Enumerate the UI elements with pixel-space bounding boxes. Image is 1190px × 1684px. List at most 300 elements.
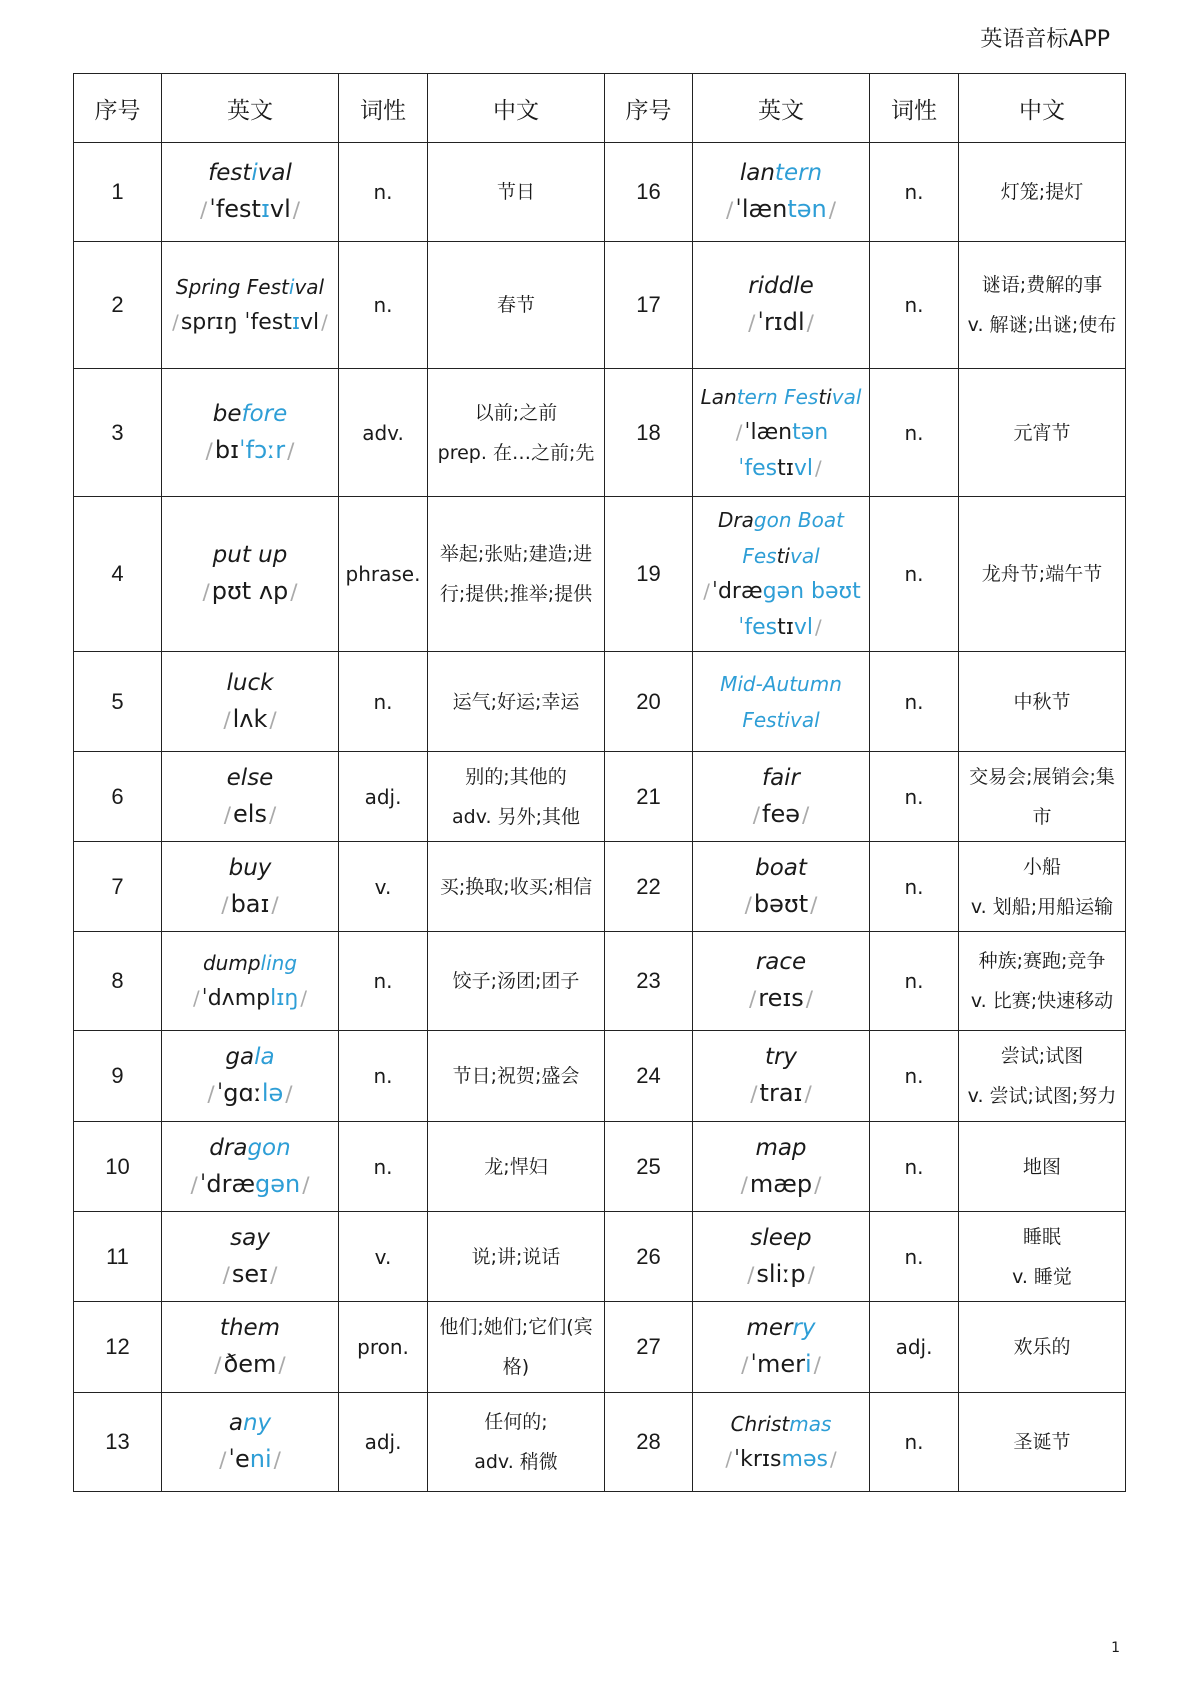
text-segment: fair — [761, 764, 801, 791]
entry-phonetic — [697, 1442, 865, 1478]
entry-word — [697, 379, 865, 415]
text-segment: ti — [776, 544, 790, 568]
slash-mark: / — [273, 1448, 281, 1473]
slash-mark: / — [814, 1172, 822, 1198]
table-header-row — [74, 74, 1126, 143]
chinese-line: v. 划船;用船运输 — [970, 895, 1114, 918]
slash-mark: / — [268, 802, 277, 828]
entry-phonetic — [166, 1075, 334, 1113]
header-cell: 序号 — [74, 74, 162, 143]
text-segment: buy — [228, 854, 272, 881]
entry-phonetic — [697, 1346, 865, 1384]
text-segment: ˈdræ — [199, 1169, 256, 1198]
chinese-line: 买;换取;收买;相信 — [439, 875, 593, 898]
entry-english — [162, 932, 339, 1031]
text-segment: ˈkrɪs — [734, 1447, 782, 1472]
slash-mark: / — [302, 1172, 310, 1198]
slash-mark: / — [285, 1082, 293, 1107]
text-segment: else — [226, 764, 274, 791]
entry-part-of-speech: n. — [339, 1031, 428, 1122]
slash-mark: / — [172, 311, 179, 334]
entry-word — [166, 850, 334, 886]
text-segment: ˈmer — [750, 1350, 805, 1378]
slash-mark: / — [725, 1448, 733, 1471]
text-segment: seɪ — [231, 1259, 269, 1288]
entry-part-of-speech: n. — [870, 932, 959, 1031]
table-row — [74, 1302, 1126, 1393]
chinese-line: 饺子;汤团;团子 — [452, 970, 580, 992]
entry-number: 22 — [605, 842, 693, 932]
highlight-segment: i — [804, 1350, 812, 1378]
entry-english — [162, 1122, 339, 1212]
entry-word — [166, 1405, 334, 1441]
table-row — [74, 652, 1126, 752]
text-segment: ˈdʌmp — [201, 986, 271, 1011]
chinese-line: 节日 — [496, 181, 535, 203]
entry-phonetic — [166, 432, 334, 470]
entry-word — [166, 1310, 334, 1346]
text-segment: lʌk — [232, 704, 268, 733]
slash-mark: / — [269, 707, 277, 733]
chinese-line: 他们;她们;它们(宾格) — [439, 1316, 593, 1378]
text-segment: ˈgɑː — [216, 1079, 262, 1107]
entry-number: 5 — [74, 652, 162, 752]
chinese-line: v. 比赛;快速移动 — [970, 990, 1114, 1012]
entry-word — [697, 666, 865, 738]
highlight-segment: vl — [793, 615, 814, 640]
entry-number: 4 — [74, 497, 162, 652]
entry-phonetic — [697, 980, 865, 1018]
entry-english — [162, 242, 339, 369]
entry-chinese — [959, 369, 1126, 497]
entry-number: 7 — [74, 842, 162, 932]
highlight-segment: tən ˈfes — [738, 419, 829, 481]
entry-phonetic — [697, 304, 865, 342]
entry-english — [693, 369, 870, 497]
entry-number: 28 — [605, 1393, 693, 1492]
entry-number: 12 — [74, 1302, 162, 1393]
slash-mark: / — [752, 802, 760, 828]
entry-part-of-speech: n. — [339, 652, 428, 752]
slash-mark: / — [807, 1262, 815, 1288]
entry-part-of-speech: n. — [870, 369, 959, 497]
entry-number: 8 — [74, 932, 162, 1031]
chinese-line: 举起;张贴;建造;进行;提供;推举;提供 — [439, 543, 593, 605]
text-segment: try — [764, 1044, 798, 1070]
entry-chinese — [959, 842, 1126, 932]
chinese-line: 运气;好运;幸运 — [452, 690, 580, 713]
highlight-segment: i — [288, 275, 295, 299]
slash-mark: / — [223, 707, 231, 733]
entry-word — [697, 1310, 865, 1346]
entry-english — [162, 497, 339, 652]
entry-english — [162, 1302, 339, 1393]
slash-mark: / — [271, 892, 279, 918]
highlight-segment: ling — [260, 951, 298, 975]
entry-part-of-speech: n. — [870, 497, 959, 652]
chinese-line: 尝试;试图 — [1000, 1045, 1084, 1067]
slash-mark: / — [214, 1353, 222, 1378]
entry-english — [693, 1031, 870, 1122]
entry-word — [697, 1039, 865, 1075]
entry-english — [162, 1393, 339, 1492]
entry-part-of-speech: n. — [870, 1031, 959, 1122]
table-row — [74, 1122, 1126, 1212]
text-segment: mer — [746, 1315, 793, 1341]
text-segment: ˈlæn — [744, 419, 793, 445]
text-segment: bəʊt — [753, 889, 809, 918]
table-row — [74, 143, 1126, 242]
entry-english — [693, 143, 870, 242]
chinese-line: 谜语;费解的事 — [981, 274, 1103, 296]
slash-mark: / — [735, 420, 743, 444]
entry-number: 10 — [74, 1122, 162, 1212]
entry-english — [693, 752, 870, 842]
entry-part-of-speech: adv. — [339, 369, 428, 497]
highlight-segment: lɪŋ — [270, 986, 299, 1011]
entry-chinese — [428, 1031, 605, 1122]
entry-number: 21 — [605, 752, 693, 842]
entry-chinese — [428, 932, 605, 1031]
table-row — [74, 242, 1126, 369]
chinese-line: 睡眠 — [1022, 1225, 1061, 1248]
entry-number: 27 — [605, 1302, 693, 1393]
entry-chinese — [959, 1031, 1126, 1122]
text-segment: say — [230, 1224, 270, 1251]
highlight-segment: gən bəʊt ˈfes — [738, 579, 861, 640]
entry-english — [693, 242, 870, 369]
highlight-segment: lə — [261, 1079, 284, 1107]
chinese-line: 以前;之前 — [474, 401, 558, 424]
text-segment: tɪ — [777, 455, 794, 481]
entry-phonetic — [166, 1256, 334, 1294]
highlight-segment: la — [254, 1044, 275, 1070]
header-cell: 序号 — [605, 74, 693, 143]
entry-english — [693, 497, 870, 652]
entry-phonetic — [166, 573, 334, 611]
entry-word — [166, 396, 334, 432]
text-segment: fest — [208, 160, 252, 186]
entry-part-of-speech: n. — [870, 1212, 959, 1302]
slash-mark: / — [222, 1262, 230, 1288]
text-segment: ˈfest — [209, 195, 261, 223]
header-cell: 中文 — [959, 74, 1126, 143]
text-segment: val — [257, 160, 292, 186]
slash-mark: / — [828, 198, 836, 223]
text-segment: ˈe — [228, 1445, 250, 1473]
text-segment: ga — [225, 1044, 255, 1070]
text-segment: race — [755, 949, 807, 975]
highlight-segment: məs — [781, 1447, 828, 1472]
text-segment: sliːp — [756, 1259, 806, 1288]
text-segment: boat — [755, 854, 807, 881]
text-segment: ti — [818, 384, 832, 409]
entry-part-of-speech: pron. — [339, 1302, 428, 1393]
text-segment: mæp — [749, 1169, 813, 1198]
slash-mark: / — [219, 1448, 227, 1473]
entry-chinese — [428, 242, 605, 369]
entry-part-of-speech: adj. — [870, 1302, 959, 1393]
entry-number: 3 — [74, 369, 162, 497]
entry-phonetic — [697, 1075, 865, 1113]
highlight-segment: Mid-Autumn Festival — [720, 671, 842, 732]
entry-word — [166, 269, 334, 305]
text-segment: ðem — [223, 1350, 277, 1378]
vocabulary-table — [73, 73, 1126, 1492]
highlight-segment: ɪ — [260, 195, 270, 223]
chinese-line: adv. 稍微 — [474, 1451, 558, 1473]
text-segment: lan — [739, 160, 775, 186]
entry-chinese — [959, 752, 1126, 842]
entry-number: 18 — [605, 369, 693, 497]
entry-part-of-speech: n. — [870, 143, 959, 242]
entry-phonetic — [697, 796, 865, 834]
entry-phonetic — [166, 796, 334, 834]
entry-part-of-speech: n. — [339, 242, 428, 369]
text-segment: dump — [202, 951, 261, 975]
entry-chinese — [959, 1393, 1126, 1492]
entry-part-of-speech: adj. — [339, 752, 428, 842]
slash-mark: / — [703, 580, 710, 603]
chinese-line: 圣诞节 — [1013, 1431, 1071, 1453]
entry-phonetic — [697, 886, 865, 924]
slash-mark: / — [801, 802, 810, 828]
slash-mark: / — [813, 1353, 821, 1378]
entry-phonetic — [697, 1256, 865, 1294]
entry-chinese — [428, 652, 605, 752]
slash-mark: / — [202, 580, 210, 605]
text-segment: them — [219, 1315, 281, 1341]
entry-chinese — [959, 652, 1126, 752]
entry-english — [693, 842, 870, 932]
text-segment: vl — [300, 310, 320, 335]
text-segment: baɪ — [230, 889, 270, 918]
text-segment: Christ — [730, 1412, 790, 1436]
entry-part-of-speech: n. — [870, 652, 959, 752]
entry-number: 25 — [605, 1122, 693, 1212]
slash-mark: / — [748, 987, 757, 1012]
entry-word — [166, 537, 334, 573]
entry-chinese — [428, 369, 605, 497]
table-row — [74, 842, 1126, 932]
entry-number: 9 — [74, 1031, 162, 1122]
entry-chinese — [428, 1212, 605, 1302]
header-cell: 词性 — [339, 74, 428, 143]
highlight-segment: tern — [774, 160, 823, 186]
entry-number: 20 — [605, 652, 693, 752]
chinese-line: 说;讲;说话 — [471, 1245, 561, 1268]
entry-word — [697, 1220, 865, 1256]
slash-mark: / — [741, 1353, 749, 1378]
chinese-line: 交易会;展销会;集市 — [969, 765, 1115, 828]
entry-chinese — [428, 752, 605, 842]
text-segment: tɪ — [777, 615, 794, 640]
chinese-line: 元宵节 — [1013, 421, 1071, 444]
highlight-segment: ni — [249, 1445, 272, 1473]
entry-number: 16 — [605, 143, 693, 242]
slash-mark: / — [726, 198, 734, 223]
text-segment: els — [233, 799, 267, 828]
entry-word — [697, 502, 865, 574]
header-cell: 中文 — [428, 74, 605, 143]
entry-number: 13 — [74, 1393, 162, 1492]
table-row — [74, 932, 1126, 1031]
entry-chinese — [428, 497, 605, 652]
text-segment: traɪ — [759, 1079, 803, 1107]
slash-mark: / — [804, 1082, 812, 1107]
entry-chinese — [959, 932, 1126, 1031]
table-row — [74, 1031, 1126, 1122]
highlight-segment: gon — [247, 1134, 291, 1161]
entry-part-of-speech: n. — [870, 1122, 959, 1212]
chinese-line: prep. 在…之前;先 — [437, 441, 595, 464]
entry-english — [693, 1302, 870, 1393]
highlight-segment: ˈfɔːr — [238, 435, 286, 464]
text-segment: ˈdræ — [711, 579, 763, 604]
entry-english — [162, 842, 339, 932]
entry-phonetic — [166, 1346, 334, 1384]
entry-english — [693, 1212, 870, 1302]
text-segment: val — [294, 275, 325, 299]
chinese-line: v. 解谜;出谜;使布 — [967, 314, 1117, 336]
chinese-line: 龙舟节;端午节 — [981, 563, 1103, 585]
slash-mark: / — [207, 1082, 215, 1107]
slash-mark: / — [805, 987, 814, 1012]
entry-word — [166, 1039, 334, 1075]
entry-english — [162, 369, 339, 497]
entry-part-of-speech: n. — [339, 1122, 428, 1212]
entry-chinese — [959, 1302, 1126, 1393]
slash-mark: / — [199, 198, 208, 223]
header-cell: 英文 — [162, 74, 339, 143]
entry-word — [697, 944, 865, 980]
chinese-line: v. 尝试;试图;努力 — [967, 1085, 1117, 1107]
slash-mark: / — [740, 1172, 748, 1198]
entry-number: 23 — [605, 932, 693, 1031]
entry-part-of-speech: v. — [339, 1212, 428, 1302]
text-segment: Dra — [718, 508, 754, 532]
text-segment: pʊt ʌp — [211, 577, 289, 605]
entry-english — [162, 1212, 339, 1302]
entry-word — [697, 1130, 865, 1166]
slash-mark: / — [750, 1082, 758, 1107]
entry-chinese — [959, 1122, 1126, 1212]
highlight-segment: fore — [241, 400, 288, 427]
slash-mark: / — [815, 616, 822, 639]
entry-word — [166, 945, 334, 981]
entry-word — [697, 760, 865, 796]
text-segment: map — [755, 1134, 807, 1161]
text-segment: ˈrɪdl — [757, 308, 805, 336]
slash-mark: / — [290, 580, 298, 605]
chinese-line: 种族;赛跑;竞争 — [978, 950, 1106, 972]
entry-english — [693, 1122, 870, 1212]
text-segment: vl — [269, 195, 291, 223]
entry-chinese — [959, 1212, 1126, 1302]
entry-phonetic — [166, 305, 334, 341]
text-segment: ˈlæn — [735, 195, 788, 223]
entry-number: 24 — [605, 1031, 693, 1122]
highlight-segment: ry — [792, 1315, 816, 1341]
text-segment: sleep — [750, 1224, 812, 1251]
entry-part-of-speech: n. — [870, 1393, 959, 1492]
chinese-line: 灯笼;提灯 — [1000, 181, 1084, 203]
entry-number: 1 — [74, 143, 162, 242]
entry-word — [166, 155, 334, 191]
text-segment: Lan — [700, 384, 737, 409]
entry-number: 2 — [74, 242, 162, 369]
text-segment: luck — [226, 669, 274, 696]
text-segment: put up — [212, 542, 288, 568]
entry-word — [166, 1220, 334, 1256]
text-segment: dra — [209, 1134, 248, 1161]
highlight-segment: gən — [255, 1169, 301, 1198]
slash-mark: / — [205, 438, 213, 464]
highlight-segment: gon Boat Fes — [742, 508, 844, 568]
entry-word — [166, 760, 334, 796]
entry-chinese — [428, 842, 605, 932]
table-body — [74, 143, 1126, 1492]
text-segment: Spring Fest — [175, 275, 289, 299]
slash-mark: / — [292, 198, 301, 223]
slash-mark: / — [300, 987, 307, 1010]
entry-phonetic — [166, 701, 334, 739]
chinese-line: 春节 — [496, 294, 535, 316]
entry-phonetic — [697, 1166, 865, 1204]
table-row — [74, 497, 1126, 652]
entry-english — [162, 1031, 339, 1122]
table-row — [74, 1393, 1126, 1492]
chinese-line: 任何的; — [484, 1411, 548, 1433]
chinese-line: 欢乐的 — [1013, 1336, 1071, 1358]
entry-chinese — [428, 1393, 605, 1492]
entry-word — [697, 268, 865, 304]
highlight-segment: i — [251, 160, 258, 186]
text-segment: a — [228, 1410, 243, 1436]
entry-chinese — [428, 1122, 605, 1212]
entry-phonetic — [166, 886, 334, 924]
entry-english — [693, 652, 870, 752]
entry-word — [166, 1130, 334, 1166]
entry-english — [162, 752, 339, 842]
entry-phonetic — [697, 415, 865, 487]
chinese-line: 节日;祝贺;盛会 — [452, 1065, 580, 1087]
entry-english — [693, 1393, 870, 1492]
entry-chinese — [428, 1302, 605, 1393]
slash-mark: / — [321, 311, 328, 334]
table-row — [74, 752, 1126, 842]
entry-phonetic — [697, 574, 865, 646]
page-header-title: 英语音标APP — [980, 27, 1110, 52]
entry-number: 26 — [605, 1212, 693, 1302]
chinese-line: adv. 另外;其他 — [452, 805, 580, 828]
highlight-segment: tən — [787, 195, 827, 223]
entry-phonetic — [166, 1441, 334, 1479]
slash-mark: / — [192, 987, 200, 1010]
slash-mark: / — [806, 311, 814, 336]
entry-number: 11 — [74, 1212, 162, 1302]
page-number: 1 — [1111, 1640, 1120, 1656]
entry-phonetic — [697, 191, 865, 229]
entry-part-of-speech: n. — [870, 752, 959, 842]
slash-mark: / — [747, 1262, 755, 1288]
entry-chinese — [959, 497, 1126, 652]
entry-part-of-speech: phrase. — [339, 497, 428, 652]
highlight-segment: tern Fes — [736, 384, 819, 409]
chinese-line: 中秋节 — [1013, 690, 1071, 713]
highlight-segment: val — [789, 544, 820, 568]
highlight-segment: mas — [789, 1412, 832, 1436]
